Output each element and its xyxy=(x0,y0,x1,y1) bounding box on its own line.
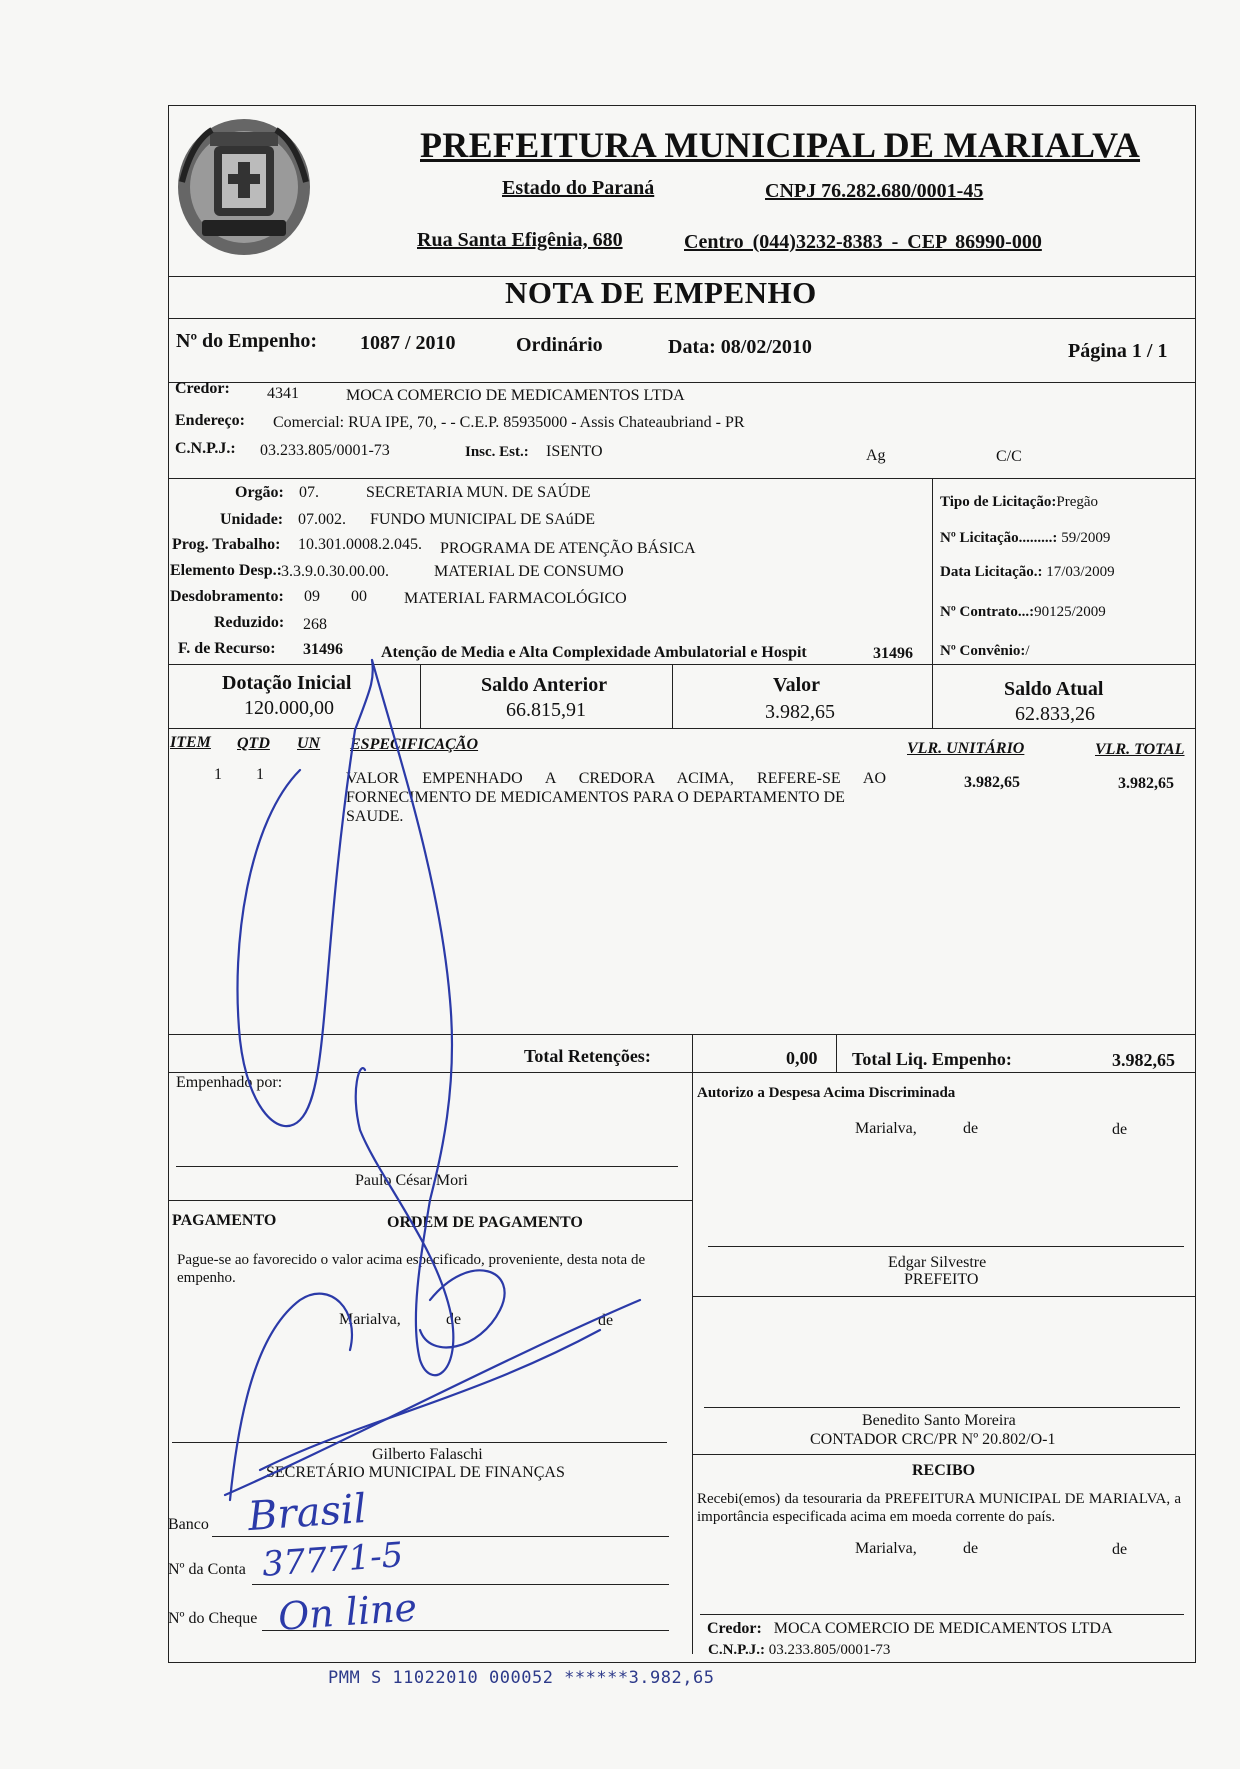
saldo-anterior-value: 66.815,91 xyxy=(506,699,586,721)
numero-licitacao: Nº Licitação.........: 59/2009 xyxy=(940,530,1111,546)
retencoes-value: 0,00 xyxy=(786,1048,818,1068)
recurso-label: F. de Recurso: xyxy=(178,640,276,657)
banco-handwritten: Brasil xyxy=(246,1485,368,1541)
item-number: 1 xyxy=(214,766,222,783)
payment-stamp: PMM S 11022010 000052 ******3.982,65 xyxy=(328,1668,715,1688)
col-valor-total: VLR. TOTAL xyxy=(1095,741,1185,758)
page-title: PREFEITURA MUNICIPAL DE MARIALVA xyxy=(420,125,1141,165)
cheque-handwritten: On line xyxy=(276,1585,419,1639)
elemento-label: Elemento Desp.: xyxy=(170,562,282,579)
pague-se-text: Pague-se ao favorecido o valor acima especificado, proveniente, desta nota de empenho. xyxy=(177,1252,646,1286)
desdobramento-label: Desdobramento: xyxy=(170,588,284,605)
reduzido-label: Reduzido: xyxy=(214,614,285,631)
desdobramento-name: MATERIAL FARMACOLÓGICO xyxy=(404,590,627,607)
secretario-name: Gilberto Falaschi xyxy=(372,1446,483,1463)
recibo-title: RECIBO xyxy=(912,1462,976,1479)
dotacao-value: 120.000,00 xyxy=(244,697,334,719)
ag-label: Ag xyxy=(866,447,886,464)
orgao-code: 07. xyxy=(299,484,319,501)
ordem-de-2: de xyxy=(598,1312,614,1329)
data-licitacao: Data Licitação.: 17/03/2009 xyxy=(940,564,1115,580)
secretario-role: SECRETÁRIO MUNICIPAL DE FINANÇAS xyxy=(266,1464,565,1481)
insc-label: Insc. Est.: xyxy=(465,444,529,460)
item-spec-line-2: FORNECIMENTO DE MEDICAMENTOS PARA O DEPARTAMENTO DE xyxy=(346,789,845,806)
ordem-marialva: Marialva, xyxy=(339,1311,401,1328)
empenhado-por-name: Paulo César Mori xyxy=(355,1172,468,1189)
saldo-atual-label: Saldo Atual xyxy=(1004,678,1104,700)
conta-handwritten: 37771-5 xyxy=(260,1535,405,1585)
empenho-type: Ordinário xyxy=(516,334,603,356)
state-label: Estado do Paraná xyxy=(502,177,655,199)
recibo-de-1: de xyxy=(963,1540,979,1557)
recurso-code: 31496 xyxy=(303,641,343,658)
recibo-text: Recebi(emos) da tesouraria da PREFEITURA MUNICIPAL DE MARIALVA, a importância especificada acima em moeda corrente do país. xyxy=(697,1491,1181,1525)
numero-convenio: Nº Convênio:/ xyxy=(940,643,1030,659)
prefeito-role: PREFEITO xyxy=(904,1271,979,1288)
item-unit-value: 3.982,65 xyxy=(964,774,1020,791)
credor-code: 4341 xyxy=(267,385,299,402)
empenho-number-label: Nº do Empenho: xyxy=(176,330,318,352)
empenho-date: Data: 08/02/2010 xyxy=(668,336,812,358)
numero-contrato: Nº Contrato...:90125/2009 xyxy=(940,604,1106,620)
unidade-code: 07.002. xyxy=(298,511,346,528)
prog-name: PROGRAMA DE ATENÇÃO BÁSICA xyxy=(440,540,696,557)
elemento-name: MATERIAL DE CONSUMO xyxy=(434,563,624,580)
credor-name: MOCA COMERCIO DE MEDICAMENTOS LTDA xyxy=(346,387,685,404)
retencoes-label: Total Retenções: xyxy=(524,1046,651,1066)
tipo-licitacao: Tipo de Licitação:Pregão xyxy=(940,494,1099,510)
col-valor-unitario: VLR. UNITÁRIO xyxy=(907,740,1025,757)
coat-of-arms xyxy=(172,112,317,267)
prog-code: 10.301.0008.2.045. xyxy=(298,536,422,553)
credor-cnpj: 03.233.805/0001-73 xyxy=(260,442,390,459)
contador-role: CONTADOR CRC/PR Nº 20.802/O-1 xyxy=(810,1431,1056,1448)
pagamento-label: PAGAMENTO xyxy=(172,1212,277,1229)
cnpj-credor-label: C.N.P.J.: xyxy=(175,440,236,457)
conta-label: Nº da Conta xyxy=(168,1561,246,1578)
orgao-label: Orgão: xyxy=(235,484,284,501)
prefeito-name: Edgar Silvestre xyxy=(888,1254,987,1271)
empenho-number: 1087 / 2010 xyxy=(360,332,456,354)
desdobramento-code-2: 00 xyxy=(351,588,367,605)
item-spec-line-1: VALOR EMPENHADO A CREDORA ACIMA, REFERE-SE AO xyxy=(346,770,886,787)
autorizo-de-2: de xyxy=(1112,1121,1128,1138)
autorizo-marialva: Marialva, xyxy=(855,1120,917,1137)
liquido-label: Total Liq. Empenho: xyxy=(852,1049,1012,1069)
prog-label: Prog. Trabalho: xyxy=(172,536,281,553)
saldo-atual-value: 62.833,26 xyxy=(1015,703,1095,725)
recibo-credor: Credor: MOCA COMERCIO DE MEDICAMENTOS LTDA xyxy=(707,1620,1113,1637)
item-total-value: 3.982,65 xyxy=(1118,775,1174,792)
elemento-code: 3.3.9.0.30.00.00. xyxy=(281,563,389,580)
cc-label: C/C xyxy=(996,448,1022,465)
ordem-de-1: de xyxy=(446,1311,462,1328)
dotacao-label: Dotação Inicial xyxy=(222,672,352,694)
col-un: UN xyxy=(297,735,321,752)
coat-of-arms-icon xyxy=(172,112,317,262)
col-qtd: QTD xyxy=(237,735,270,752)
reduzido-value: 268 xyxy=(303,616,327,633)
valor-value: 3.982,65 xyxy=(765,701,835,723)
recibo-cnpj: C.N.P.J.: 03.233.805/0001-73 xyxy=(708,1642,891,1658)
recibo-de-2: de xyxy=(1112,1541,1128,1558)
contador-name: Benedito Santo Moreira xyxy=(862,1412,1016,1429)
credor-address: Comercial: RUA IPE, 70, - - C.E.P. 85935000 - Assis Chateaubriand - PR xyxy=(273,414,745,431)
orgao-name: SECRETARIA MUN. DE SAÚDE xyxy=(366,484,591,501)
banco-label: Banco xyxy=(168,1516,209,1533)
item-qtd: 1 xyxy=(256,766,264,783)
page-number: Página 1 / 1 xyxy=(1068,340,1168,362)
autorizo-text: Autorizo a Despesa Acima Discriminada xyxy=(697,1085,956,1101)
valor-label: Valor xyxy=(773,674,821,696)
desdobramento-code-1: 09 xyxy=(304,588,320,605)
recibo-marialva: Marialva, xyxy=(855,1540,917,1557)
credor-label: Credor: xyxy=(175,380,230,397)
address-label: Endereço: xyxy=(175,412,245,429)
recurso-name: Atenção de Media e Alta Complexidade Ambulatorial e Hospit xyxy=(381,644,807,661)
empenhado-por-label: Empenhado por: xyxy=(176,1074,283,1091)
ordem-pagamento-label: ORDEM DE PAGAMENTO xyxy=(387,1214,583,1231)
cnpj-label: CNPJ 76.282.680/0001-45 xyxy=(765,180,984,202)
document-title: NOTA DE EMPENHO xyxy=(505,275,817,310)
liquido-value: 3.982,65 xyxy=(1112,1050,1175,1070)
street-label: Rua Santa Efigênia, 680 xyxy=(417,229,623,251)
cheque-label: Nº do Cheque xyxy=(168,1610,258,1627)
recurso-code-2: 31496 xyxy=(873,645,913,662)
insc-value: ISENTO xyxy=(546,443,603,460)
col-especificacao: ESPECIFICAÇÃO xyxy=(350,736,479,753)
unidade-name: FUNDO MUNICIPAL DE SAúDE xyxy=(370,511,596,528)
col-item: ITEM xyxy=(170,734,211,751)
autorizo-de-1: de xyxy=(963,1120,979,1137)
item-spec-line-3: SAUDE. xyxy=(346,808,404,825)
saldo-anterior-label: Saldo Anterior xyxy=(481,674,608,696)
unidade-label: Unidade: xyxy=(220,511,284,528)
contact-label: Centro (044)3232-8383 - CEP 86990-000 xyxy=(684,231,1042,253)
